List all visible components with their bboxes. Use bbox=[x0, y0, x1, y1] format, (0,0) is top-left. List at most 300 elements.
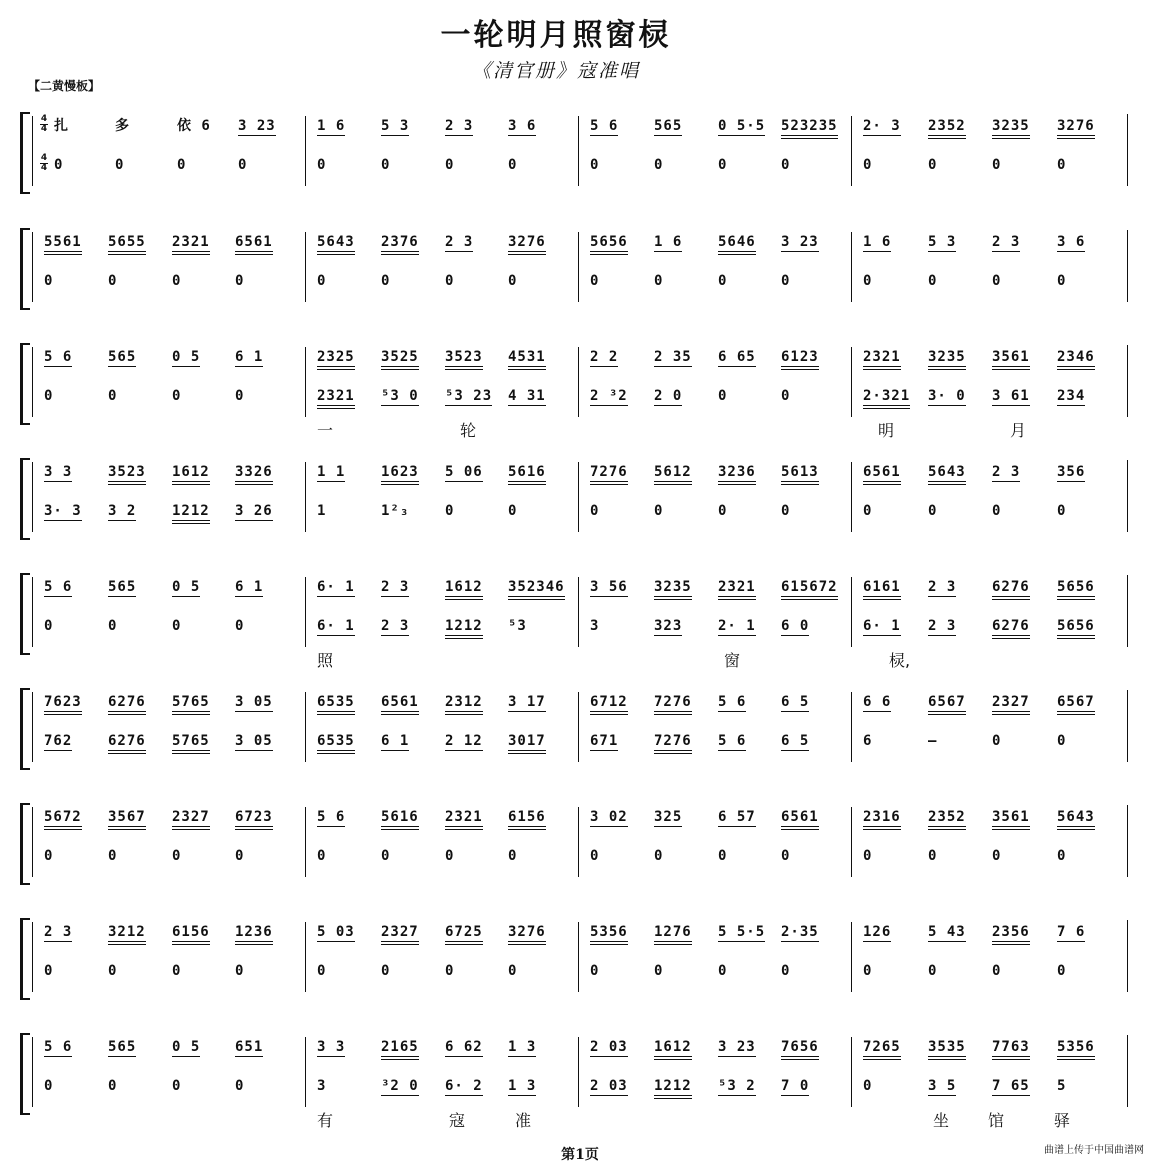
upper-staff-beat: 7276 bbox=[590, 464, 628, 485]
upper-staff-beat: 1623 bbox=[381, 464, 419, 485]
upper-staff-beat: 6725 bbox=[445, 924, 483, 945]
lyric-syllable: 月 bbox=[1010, 421, 1027, 440]
upper-staff-beat: 3561 bbox=[992, 809, 1030, 830]
lower-staff-beat: 1212 bbox=[172, 503, 210, 524]
lower-staff-beat: 6 1 bbox=[381, 733, 410, 749]
lyric-syllable: 准 bbox=[515, 1111, 532, 1130]
upper-staff-beat: 2321 bbox=[445, 809, 483, 830]
upper-staff-beat: 5616 bbox=[508, 464, 546, 485]
lyric-syllable: 驿 bbox=[1054, 1111, 1071, 1130]
barline bbox=[851, 692, 852, 762]
upper-staff-beat: 6 57 bbox=[718, 809, 756, 825]
lower-staff-beat: 0 bbox=[654, 157, 664, 173]
upper-staff-beat: 5616 bbox=[381, 809, 419, 830]
system-end-barline bbox=[1127, 460, 1128, 532]
upper-staff-beat: 3 23 bbox=[781, 234, 819, 250]
system-end-barline bbox=[1127, 575, 1128, 647]
lyric-syllable: 照 bbox=[317, 651, 334, 670]
lower-staff-beat: 2· 1 bbox=[718, 618, 756, 634]
system-bracket bbox=[20, 688, 30, 770]
lower-staff-beat: 0 bbox=[445, 157, 455, 173]
upper-staff-beat: 2·35 bbox=[781, 924, 819, 940]
upper-staff-beat: 5655 bbox=[108, 234, 146, 255]
upper-staff-beat: 2 3 bbox=[928, 579, 957, 595]
lyric-syllable: 一 bbox=[317, 421, 334, 440]
upper-staff-beat: 2327 bbox=[172, 809, 210, 830]
upper-staff-beat: 7656 bbox=[781, 1039, 819, 1060]
lower-staff-beat: 5765 bbox=[172, 733, 210, 754]
system-start-barline bbox=[32, 347, 33, 417]
barline bbox=[578, 232, 579, 302]
lyric-syllable: 轮 bbox=[460, 421, 477, 440]
barline bbox=[851, 232, 852, 302]
lower-staff-beat: 0 bbox=[381, 273, 391, 289]
upper-staff-beat: 6156 bbox=[172, 924, 210, 945]
lower-staff-beat: 0 bbox=[590, 273, 600, 289]
barline bbox=[851, 577, 852, 647]
upper-staff-beat: 565 bbox=[108, 349, 137, 365]
system-end-barline bbox=[1127, 1035, 1128, 1107]
lower-staff-beat: 0 bbox=[445, 963, 455, 979]
upper-staff-beat: 7276 bbox=[654, 694, 692, 715]
upper-staff-beat: 1276 bbox=[654, 924, 692, 945]
upper-staff-beat: 2 3 bbox=[445, 234, 474, 250]
upper-staff-beat: 3 56 bbox=[590, 579, 628, 595]
upper-staff-beat: 325 bbox=[654, 809, 683, 825]
lower-staff-beat: 0 bbox=[781, 157, 791, 173]
upper-staff-beat: 3 23 bbox=[718, 1039, 756, 1055]
system-bracket bbox=[20, 573, 30, 655]
barline bbox=[305, 692, 306, 762]
system-end-barline bbox=[1127, 805, 1128, 877]
lower-staff-beat: 0 bbox=[115, 157, 125, 173]
barline bbox=[578, 577, 579, 647]
lower-staff-beat: 0 bbox=[235, 618, 245, 634]
lower-staff-beat: 0 bbox=[172, 1078, 182, 1094]
lower-staff-beat: 1212 bbox=[654, 1078, 692, 1099]
upper-staff-beat: 6561 bbox=[235, 234, 273, 255]
system-bracket bbox=[20, 458, 30, 540]
lower-staff-beat: 0 bbox=[172, 388, 182, 404]
lower-staff-beat: 0 bbox=[381, 157, 391, 173]
upper-staff-beat: 5 5·5 bbox=[718, 924, 766, 940]
upper-staff-beat: 3 6 bbox=[1057, 234, 1086, 250]
lower-staff-beat: 0 bbox=[1057, 733, 1067, 749]
score-system bbox=[20, 803, 1128, 903]
upper-staff-beat: 2321 bbox=[863, 349, 901, 370]
lower-staff-beat: 0 bbox=[445, 848, 455, 864]
time-signature-denominator: 4 bbox=[40, 163, 48, 173]
upper-staff-beat: 2 3 bbox=[44, 924, 73, 940]
lower-staff-beat: ⁵3 0 bbox=[381, 388, 419, 404]
system-start-barline bbox=[32, 692, 33, 762]
upper-staff-beat: 6 62 bbox=[445, 1039, 483, 1055]
upper-staff-beat: 2 3 bbox=[445, 118, 474, 134]
lower-staff-beat: 0 bbox=[235, 388, 245, 404]
upper-staff-beat: 6· 1 bbox=[317, 579, 355, 595]
lower-staff-beat: 0 bbox=[992, 733, 1002, 749]
upper-staff-beat: 3561 bbox=[992, 349, 1030, 370]
upper-staff-beat: 2 35 bbox=[654, 349, 692, 365]
upper-staff-beat: 5656 bbox=[590, 234, 628, 255]
lower-staff-beat: 0 bbox=[781, 963, 791, 979]
upper-staff-beat: 5356 bbox=[590, 924, 628, 945]
upper-staff-beat: 多 bbox=[115, 118, 130, 134]
barline bbox=[851, 807, 852, 877]
lower-staff-beat: 0 bbox=[44, 273, 54, 289]
lower-staff-beat: 6· 1 bbox=[317, 618, 355, 634]
upper-staff-beat: 6 65 bbox=[718, 349, 756, 365]
lower-staff-beat: 0 bbox=[172, 963, 182, 979]
lower-staff-beat: 0 bbox=[108, 273, 118, 289]
lower-staff-beat: 0 bbox=[108, 618, 118, 634]
lower-staff-beat: 0 bbox=[590, 963, 600, 979]
lower-staff-beat: 1²₃ bbox=[381, 503, 410, 519]
lower-staff-beat: ³2 0 bbox=[381, 1078, 419, 1094]
lower-staff-beat: 0 bbox=[590, 848, 600, 864]
system-start-barline bbox=[32, 922, 33, 992]
system-start-barline bbox=[32, 577, 33, 647]
lower-staff-beat: 7 0 bbox=[781, 1078, 810, 1094]
upper-staff-beat: 6567 bbox=[1057, 694, 1095, 715]
lower-staff-beat: 5 bbox=[1057, 1078, 1067, 1094]
upper-staff-beat: 5 6 bbox=[317, 809, 346, 825]
lower-staff-beat: 0 bbox=[992, 157, 1002, 173]
lower-staff-beat: 0 bbox=[235, 273, 245, 289]
lower-staff-beat: 234 bbox=[1057, 388, 1086, 404]
lower-staff-beat: 0 bbox=[928, 273, 938, 289]
upper-staff-beat: 3276 bbox=[508, 924, 546, 945]
lower-staff-beat: 0 bbox=[654, 963, 664, 979]
upper-staff-beat: 5 3 bbox=[381, 118, 410, 134]
lyric-syllable: 寇 bbox=[449, 1111, 466, 1130]
page-number: 第1页 bbox=[561, 1147, 599, 1163]
lower-staff-beat: ⁵3 bbox=[508, 618, 527, 634]
upper-staff-beat: 6156 bbox=[508, 809, 546, 830]
lower-staff-beat: 0 bbox=[781, 273, 791, 289]
upper-staff-beat: 2327 bbox=[381, 924, 419, 945]
lower-staff-beat: 0 bbox=[317, 157, 327, 173]
lower-staff-beat: 0 bbox=[317, 273, 327, 289]
lower-staff-beat: 0 bbox=[44, 388, 54, 404]
upper-staff-beat: 2165 bbox=[381, 1039, 419, 1060]
lyric-syllable: 明 bbox=[878, 421, 895, 440]
upper-staff-beat: 6723 bbox=[235, 809, 273, 830]
lower-staff-beat: 0 bbox=[590, 503, 600, 519]
lower-staff-beat: 0 bbox=[654, 848, 664, 864]
upper-staff-beat: 7 6 bbox=[1057, 924, 1086, 940]
lower-staff-beat: 0 bbox=[44, 848, 54, 864]
lower-staff-beat: 2 12 bbox=[445, 733, 483, 749]
lower-staff-beat: 3 26 bbox=[235, 503, 273, 519]
upper-staff-beat: 3236 bbox=[718, 464, 756, 485]
barline bbox=[851, 922, 852, 992]
upper-staff-beat: 3523 bbox=[445, 349, 483, 370]
system-start-barline bbox=[32, 232, 33, 302]
barline bbox=[578, 462, 579, 532]
lower-staff-beat: 0 bbox=[177, 157, 187, 173]
upper-staff-beat: 615672 bbox=[781, 579, 838, 600]
lower-staff-beat: 2 0 bbox=[654, 388, 683, 404]
lower-staff-beat: 0 bbox=[1057, 157, 1067, 173]
score-system bbox=[20, 688, 1128, 788]
lower-staff-beat: 0 bbox=[718, 273, 728, 289]
upper-staff-beat: 3 23 bbox=[238, 118, 276, 134]
lower-staff-beat: 0 bbox=[108, 388, 118, 404]
lower-staff-beat: ⁵3 23 bbox=[445, 388, 493, 404]
lower-staff-beat: 0 bbox=[992, 963, 1002, 979]
lower-staff-beat: 0 bbox=[863, 848, 873, 864]
upper-staff-beat: 3 6 bbox=[508, 118, 537, 134]
upper-staff-beat: 6123 bbox=[781, 349, 819, 370]
lower-staff-beat: 6 bbox=[863, 733, 873, 749]
system-bracket bbox=[20, 1033, 30, 1115]
lower-staff-beat: 0 bbox=[508, 503, 518, 519]
lower-staff-beat: 0 bbox=[508, 963, 518, 979]
lower-staff-beat: 0 bbox=[1057, 848, 1067, 864]
lower-staff-beat: 0 bbox=[928, 503, 938, 519]
system-bracket bbox=[20, 918, 30, 1000]
upper-staff-beat: 2352 bbox=[928, 809, 966, 830]
lower-staff-beat: 0 bbox=[718, 157, 728, 173]
time-signature-denominator: 4 bbox=[40, 124, 48, 134]
upper-staff-beat: 7763 bbox=[992, 1039, 1030, 1060]
lower-staff-beat: 2 03 bbox=[590, 1078, 628, 1094]
upper-staff-beat: 6276 bbox=[992, 579, 1030, 600]
barline bbox=[851, 462, 852, 532]
lower-staff-beat: 3 2 bbox=[108, 503, 137, 519]
score-system bbox=[20, 573, 1128, 673]
upper-staff-beat: 5 43 bbox=[928, 924, 966, 940]
tempo-mark: 【二黄慢板】 bbox=[28, 79, 101, 93]
upper-staff-beat: 2· 3 bbox=[863, 118, 901, 134]
lower-staff-beat: 0 bbox=[108, 848, 118, 864]
upper-staff-beat: 3 17 bbox=[508, 694, 546, 710]
lower-staff-beat: 0 bbox=[718, 963, 728, 979]
upper-staff-beat: 6567 bbox=[928, 694, 966, 715]
upper-staff-beat: 2376 bbox=[381, 234, 419, 255]
lower-staff-beat: 0 bbox=[992, 848, 1002, 864]
barline bbox=[305, 1037, 306, 1107]
lower-staff-beat: 323 bbox=[654, 618, 683, 634]
lower-staff-beat: ⁵3 2 bbox=[718, 1078, 756, 1094]
watermark: 曲谱上传于中国曲谱网 bbox=[1044, 1145, 1144, 1156]
time-signature bbox=[40, 115, 48, 134]
upper-staff-beat: 扎 bbox=[54, 118, 69, 134]
upper-staff-beat: 2 3 bbox=[992, 234, 1021, 250]
upper-staff-beat: 523235 bbox=[781, 118, 838, 139]
lyric-syllable: 坐 bbox=[933, 1111, 950, 1130]
upper-staff-beat: 6561 bbox=[863, 464, 901, 485]
lower-staff-beat: 3 61 bbox=[992, 388, 1030, 404]
lower-staff-beat: 4 31 bbox=[508, 388, 546, 404]
upper-staff-beat: 6 5 bbox=[781, 694, 810, 710]
lower-staff-beat: 2·321 bbox=[863, 388, 910, 409]
score-system bbox=[20, 1033, 1128, 1133]
upper-staff-beat: 2327 bbox=[992, 694, 1030, 715]
lower-staff-beat: 0 bbox=[781, 503, 791, 519]
lyric-syllable: 有 bbox=[317, 1111, 334, 1130]
upper-staff-beat: 5 6 bbox=[590, 118, 619, 134]
upper-staff-beat: 2356 bbox=[992, 924, 1030, 945]
lower-staff-beat: 3 05 bbox=[235, 733, 273, 749]
lower-staff-beat: 3 bbox=[590, 618, 600, 634]
lower-staff-beat: 0 bbox=[863, 157, 873, 173]
lower-staff-beat: 5 6 bbox=[718, 733, 747, 749]
lower-staff-beat: 0 bbox=[108, 1078, 118, 1094]
lower-staff-beat: 0 bbox=[1057, 503, 1067, 519]
upper-staff-beat: 6561 bbox=[381, 694, 419, 715]
upper-staff-beat: 352346 bbox=[508, 579, 565, 600]
lower-staff-beat: 7 65 bbox=[992, 1078, 1030, 1094]
lower-staff-beat: 1 3 bbox=[508, 1078, 537, 1094]
system-start-barline bbox=[32, 116, 33, 186]
lower-staff-beat: 1212 bbox=[445, 618, 483, 639]
lower-staff-beat: 3 bbox=[317, 1078, 327, 1094]
lower-staff-beat: 3 5 bbox=[928, 1078, 957, 1094]
lower-staff-beat: 0 bbox=[445, 273, 455, 289]
upper-staff-beat: 126 bbox=[863, 924, 892, 940]
lower-staff-beat: 0 bbox=[317, 963, 327, 979]
upper-staff-beat: 5765 bbox=[172, 694, 210, 715]
upper-staff-beat: 6 1 bbox=[235, 579, 264, 595]
lower-staff-beat: 0 bbox=[781, 848, 791, 864]
upper-staff-beat: 3235 bbox=[654, 579, 692, 600]
barline bbox=[578, 116, 579, 186]
barline bbox=[578, 922, 579, 992]
upper-staff-beat: 565 bbox=[108, 1039, 137, 1055]
upper-staff-beat: 3276 bbox=[508, 234, 546, 255]
system-end-barline bbox=[1127, 345, 1128, 417]
barline bbox=[578, 807, 579, 877]
song-title: 一轮明月照窗棂 bbox=[440, 18, 672, 53]
upper-staff-beat: 5 3 bbox=[928, 234, 957, 250]
upper-staff-beat: 0 5 bbox=[172, 1039, 201, 1055]
lower-staff-beat: 0 bbox=[317, 848, 327, 864]
upper-staff-beat: 5 03 bbox=[317, 924, 355, 940]
upper-staff-beat: 3276 bbox=[1057, 118, 1095, 139]
upper-staff-beat: 3567 bbox=[108, 809, 146, 830]
upper-staff-beat: 1612 bbox=[445, 579, 483, 600]
lower-staff-beat: 0 bbox=[654, 273, 664, 289]
song-subtitle: 《清官册》寇准唱 bbox=[471, 60, 640, 82]
upper-staff-beat: 1612 bbox=[654, 1039, 692, 1060]
score-system bbox=[20, 918, 1128, 1018]
barline bbox=[851, 347, 852, 417]
barline bbox=[305, 462, 306, 532]
upper-staff-beat: 2346 bbox=[1057, 349, 1095, 370]
lower-staff-beat: 0 bbox=[44, 963, 54, 979]
lower-staff-beat: 0 bbox=[172, 848, 182, 864]
upper-staff-beat: 5 6 bbox=[718, 694, 747, 710]
upper-staff-beat: 3525 bbox=[381, 349, 419, 370]
system-start-barline bbox=[32, 1037, 33, 1107]
upper-staff-beat: 1236 bbox=[235, 924, 273, 945]
lower-staff-beat: 0 bbox=[928, 963, 938, 979]
lower-staff-beat: 0 bbox=[1057, 963, 1067, 979]
time-signature-numerator: 4 bbox=[40, 114, 48, 124]
upper-staff-beat: 2325 bbox=[317, 349, 355, 370]
upper-staff-beat: 5356 bbox=[1057, 1039, 1095, 1060]
barline bbox=[851, 1037, 852, 1107]
lower-staff-beat: 5656 bbox=[1057, 618, 1095, 639]
upper-staff-beat: 5643 bbox=[317, 234, 355, 255]
barline bbox=[305, 116, 306, 186]
upper-staff-beat: 依 6 bbox=[177, 118, 211, 134]
barline bbox=[305, 807, 306, 877]
upper-staff-beat: 5646 bbox=[718, 234, 756, 255]
upper-staff-beat: 6561 bbox=[781, 809, 819, 830]
lower-staff-beat: 0 bbox=[172, 618, 182, 634]
lower-staff-beat: 0 bbox=[381, 963, 391, 979]
upper-staff-beat: 3 05 bbox=[235, 694, 273, 710]
lower-staff-beat: 0 bbox=[654, 503, 664, 519]
system-end-barline bbox=[1127, 114, 1128, 186]
score-system bbox=[20, 458, 1128, 558]
lower-staff-beat: 0 bbox=[172, 273, 182, 289]
lower-staff-beat: 0 bbox=[590, 157, 600, 173]
lower-staff-beat: 3· 3 bbox=[44, 503, 82, 519]
upper-staff-beat: 2316 bbox=[863, 809, 901, 830]
lower-staff-beat: 0 bbox=[928, 848, 938, 864]
lower-staff-beat: 0 bbox=[992, 273, 1002, 289]
lower-staff-beat: 3· 0 bbox=[928, 388, 966, 404]
upper-staff-beat: 3326 bbox=[235, 464, 273, 485]
upper-staff-beat: 6276 bbox=[108, 694, 146, 715]
lower-staff-beat: – bbox=[928, 733, 938, 749]
lower-staff-beat: 6 5 bbox=[781, 733, 810, 749]
lower-staff-beat: 6535 bbox=[317, 733, 355, 754]
score-system bbox=[20, 343, 1128, 443]
lower-staff-beat: 6276 bbox=[108, 733, 146, 754]
lower-staff-beat: 2 3 bbox=[381, 618, 410, 634]
lower-staff-beat: 0 bbox=[54, 157, 64, 173]
lower-staff-beat: 0 bbox=[108, 963, 118, 979]
system-bracket bbox=[20, 343, 30, 425]
upper-staff-beat: 5643 bbox=[928, 464, 966, 485]
lower-staff-beat: 0 bbox=[863, 503, 873, 519]
system-bracket bbox=[20, 228, 30, 310]
lower-staff-beat: 0 bbox=[44, 1078, 54, 1094]
lower-staff-beat: 3017 bbox=[508, 733, 546, 754]
lower-staff-beat: 0 bbox=[863, 1078, 873, 1094]
upper-staff-beat: 2312 bbox=[445, 694, 483, 715]
lower-staff-beat: 6· 2 bbox=[445, 1078, 483, 1094]
upper-staff-beat: 4531 bbox=[508, 349, 546, 370]
upper-staff-beat: 5 6 bbox=[44, 349, 73, 365]
upper-staff-beat: 2321 bbox=[172, 234, 210, 255]
upper-staff-beat: 3 02 bbox=[590, 809, 628, 825]
upper-staff-beat: 5613 bbox=[781, 464, 819, 485]
upper-staff-beat: 3235 bbox=[928, 349, 966, 370]
lower-staff-beat: 671 bbox=[590, 733, 619, 749]
lower-staff-beat: 6· 1 bbox=[863, 618, 901, 634]
upper-staff-beat: 0 5·5 bbox=[718, 118, 766, 134]
barline bbox=[578, 692, 579, 762]
lower-staff-beat: 2 3 bbox=[928, 618, 957, 634]
lower-staff-beat: 0 bbox=[508, 273, 518, 289]
barline bbox=[305, 232, 306, 302]
upper-staff-beat: 565 bbox=[108, 579, 137, 595]
upper-staff-beat: 3235 bbox=[992, 118, 1030, 139]
barline bbox=[305, 922, 306, 992]
lower-staff-beat: 1 bbox=[317, 503, 327, 519]
lower-staff-beat: 0 bbox=[445, 503, 455, 519]
upper-staff-beat: 5672 bbox=[44, 809, 82, 830]
system-bracket bbox=[20, 803, 30, 885]
upper-staff-beat: 2 03 bbox=[590, 1039, 628, 1055]
system-end-barline bbox=[1127, 690, 1128, 762]
